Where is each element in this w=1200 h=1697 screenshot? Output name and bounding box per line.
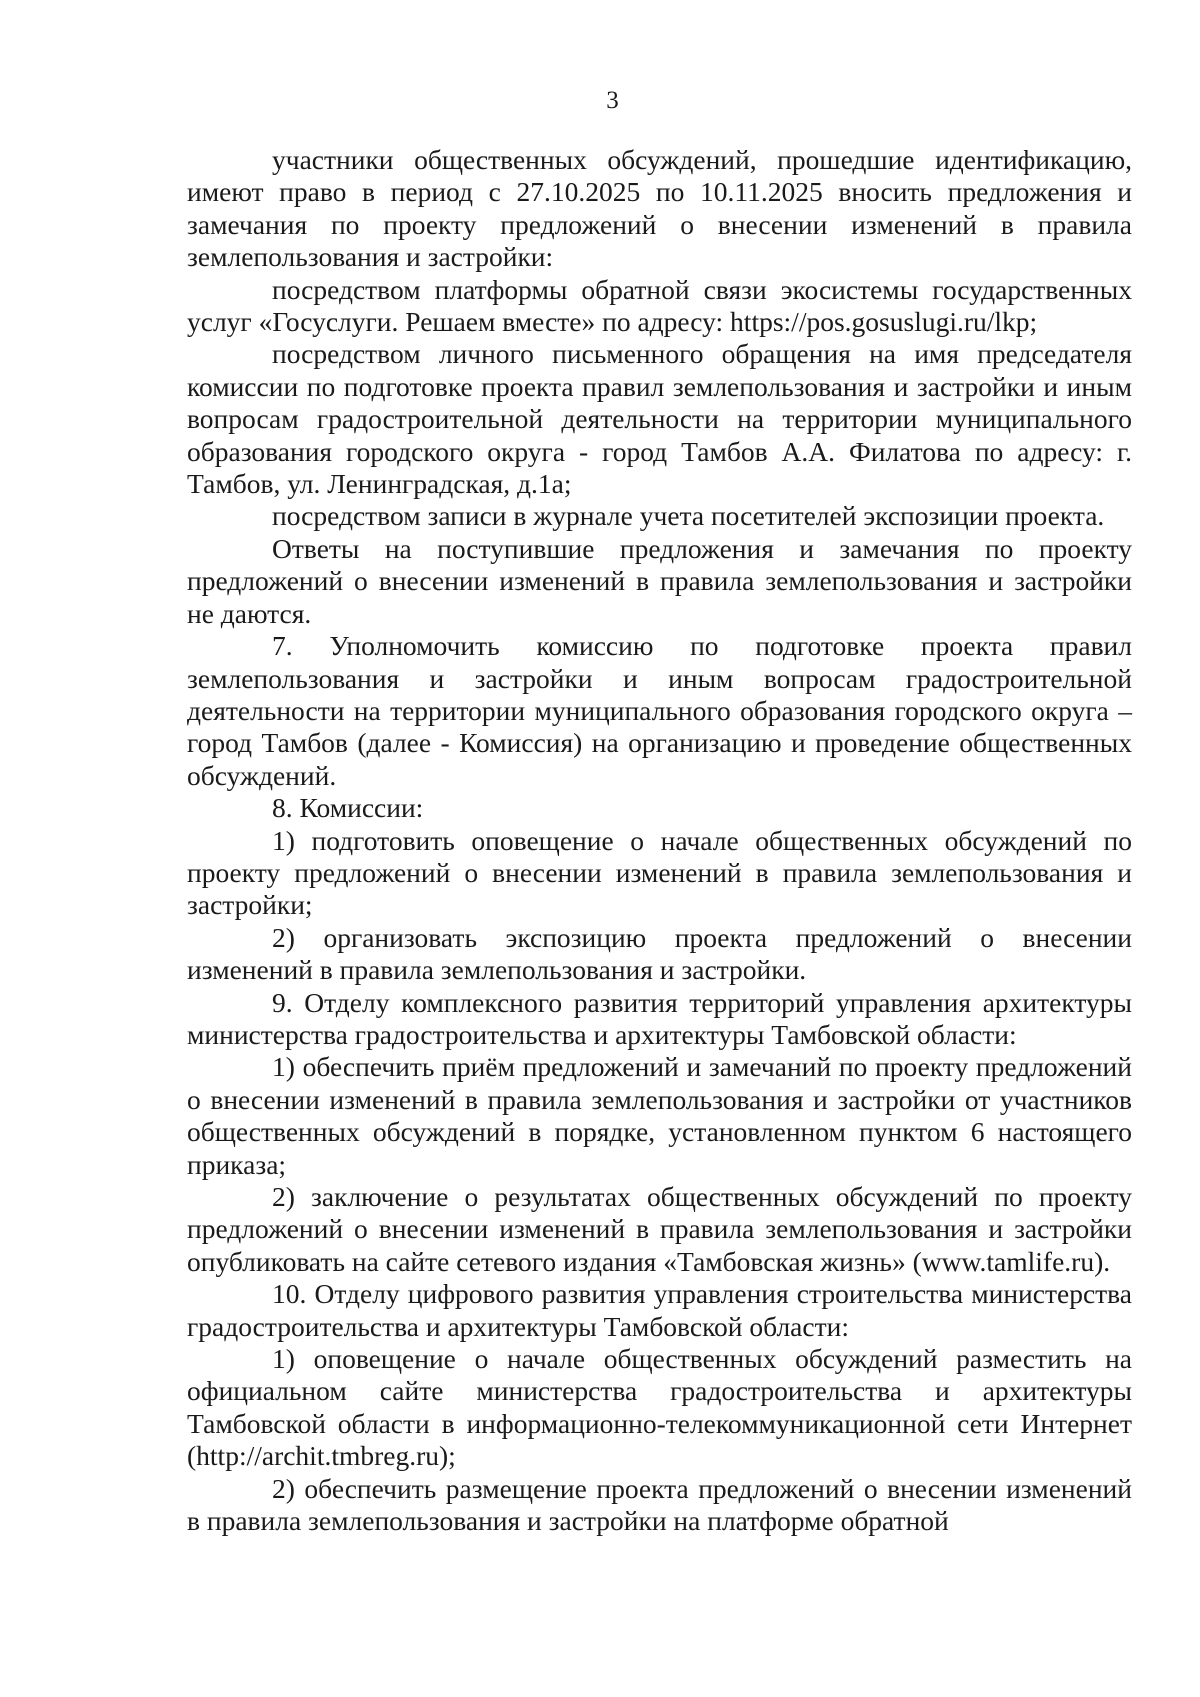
page-number: 3	[606, 87, 619, 114]
paragraph-item-9: 9. Отделу комплексного развития территорий управления архитектуры министерства градостроительства и архитектуры Тамбовской области:	[187, 986, 1132, 1050]
document-body	[187, 144, 1132, 1537]
paragraph-item-10: 10. Отделу цифрового развития управления строительства министерства градостроительства и архитектуры Тамбовской области:	[187, 1278, 1132, 1342]
paragraph-written-appeal: посредством личного письменного обращения на имя председателя комиссии по подготовке проекта правил землепользования и застройки и иным вопросам градостроительной деятельности на территории муниципального образования городского округа - город Тамбов А.А. Филатова по адресу: г. Тамбов, ул. Ленинградская, д.1а;	[187, 338, 1132, 500]
paragraph-visitor-log: посредством записи в журнале учета посетителей экспозиции проекта.	[272, 500, 1105, 532]
paragraph-item-9-2: 2) заключение о результатах общественных обсуждений по проекту предложений о внесении изменений в правила землепользования и застройки опубликовать на сайте сетевого издания «Тамбовская жизнь» (www.tamlife.ru).	[187, 1181, 1132, 1277]
paragraph-item-8-2: 2) организовать экспозицию проекта предложений о внесении изменений в правила землепользования и застройки.	[187, 921, 1132, 986]
paragraph-participants-rights: участники общественных обсуждений, прошедшие идентификацию, имеют право в период с 27.10.2025 по 10.11.2025 вносить предложения и замечания по проекту предложений о внесении изменений в правила землепользования и застройки:	[187, 144, 1132, 273]
paragraph-item-7: 7. Уполномочить комиссию по подготовке проекта правил землепользования и застройки и иным вопросам градостроительной деятельности на территории муниципального образования городского округа – город Тамбов (далее - Комиссия) на организацию и проведение общественных обсуждений.	[187, 630, 1132, 791]
paragraph-item-10-1: 1) оповещение о начале общественных обсуждений разместить на официальном сайте министерства градостроительства и архитектуры Тамбовской области в информационно-телекоммуникационной сети Интернет (http://archit.tmbreg.ru);	[187, 1343, 1132, 1472]
paragraph-item-10-2: 2) обеспечить размещение проекта предложений о внесении изменений в правила землепользования и застройки на платформе обратной	[187, 1472, 1132, 1537]
paragraph-item-9-1: 1) обеспечить приём предложений и замечаний по проекту предложений о внесении изменений в правила землепользования и застройки от участников общественных обсуждений в порядке, установленном пунктом 6 настоящего приказа;	[187, 1051, 1132, 1180]
paragraph-item-8-1: 1) подготовить оповещение о начале общественных обсуждений по проекту предложений о внесении изменений в правила землепользования и застройки;	[187, 824, 1132, 921]
paragraph-no-replies: Ответы на поступившие предложения и замечания по проекту предложений о внесении изменений в правила землепользования и застройки не даются.	[187, 532, 1132, 629]
paragraph-gosuslugi-platform: посредством платформы обратной связи экосистемы государственных услуг «Госуслуги. Решаем вместе» по адресу: https://pos.gosuslugi.ru/lkp;	[187, 273, 1132, 338]
paragraph-item-8: 8. Комиссии:	[272, 792, 424, 824]
